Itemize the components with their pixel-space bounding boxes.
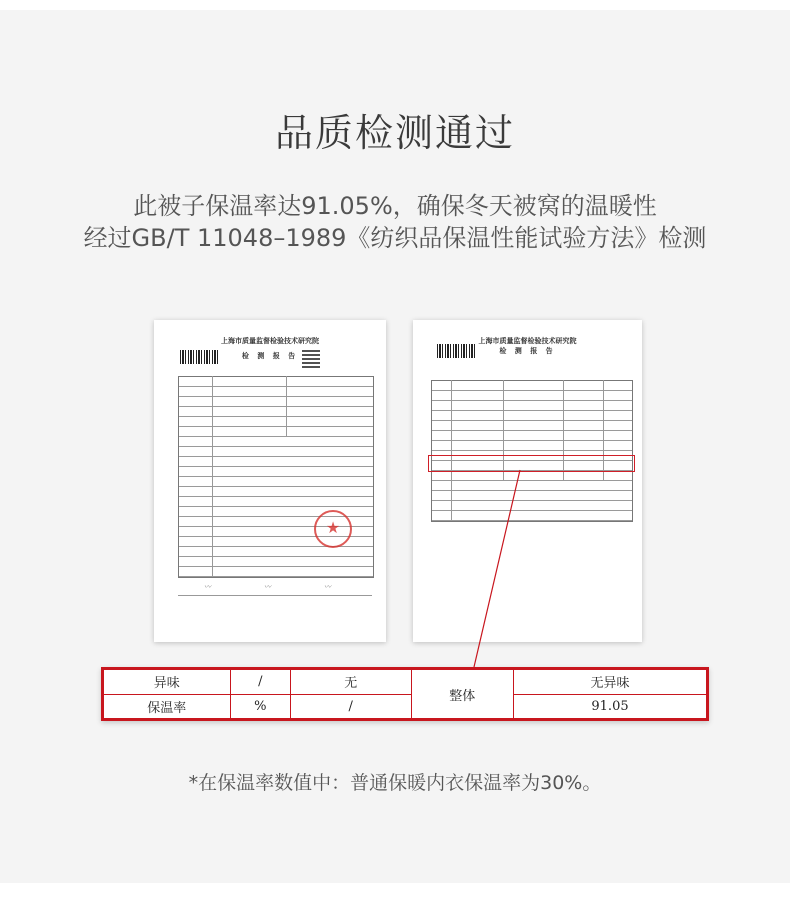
report-institute: 上海市质量监督检验技术研究院	[221, 336, 319, 345]
unit-cell: /	[230, 670, 290, 695]
result-cell: 无异味	[514, 670, 707, 695]
signature-mark: 〰	[204, 583, 211, 591]
table-divider	[212, 376, 213, 576]
table-divider	[286, 376, 287, 436]
table-divider	[451, 380, 452, 520]
report-page-1	[154, 320, 386, 642]
signature-mark: 〰	[264, 583, 271, 591]
unit-cell: %	[230, 694, 290, 719]
part-cell: 整体	[411, 670, 514, 719]
signature-mark: 〰	[324, 583, 331, 591]
zoomed-result-table	[101, 667, 709, 721]
description-line-1: 此被子保温率达91.05%，确保冬天被窝的温暖性	[133, 192, 657, 220]
table-row	[104, 694, 707, 719]
qr-code-icon	[302, 350, 320, 368]
signature-line	[178, 595, 372, 596]
report-table	[178, 376, 374, 578]
official-seal-icon	[314, 510, 352, 548]
table-row	[104, 670, 707, 695]
footnote: *在保温率数值中：普通保暖内衣保温率为30%。	[188, 772, 602, 794]
report-institute: 上海市质量监督检验技术研究院	[478, 336, 577, 345]
description-line-2: 经过GB/T 11048–1989《纺织品保温性能试验方法》检测	[83, 224, 707, 252]
requirement-cell: /	[290, 694, 411, 719]
highlight-box	[428, 455, 635, 472]
result-cell: 91.05	[514, 694, 707, 719]
report-page-2	[413, 320, 642, 642]
report-title: 检 测 报 告	[499, 346, 556, 355]
page-title: 品质检测通过	[274, 111, 515, 155]
item-cell: 异味	[104, 670, 231, 695]
report-title: 检 测 报 告	[241, 351, 299, 360]
item-cell: 保温率	[104, 694, 231, 719]
requirement-cell: 无	[290, 670, 411, 695]
